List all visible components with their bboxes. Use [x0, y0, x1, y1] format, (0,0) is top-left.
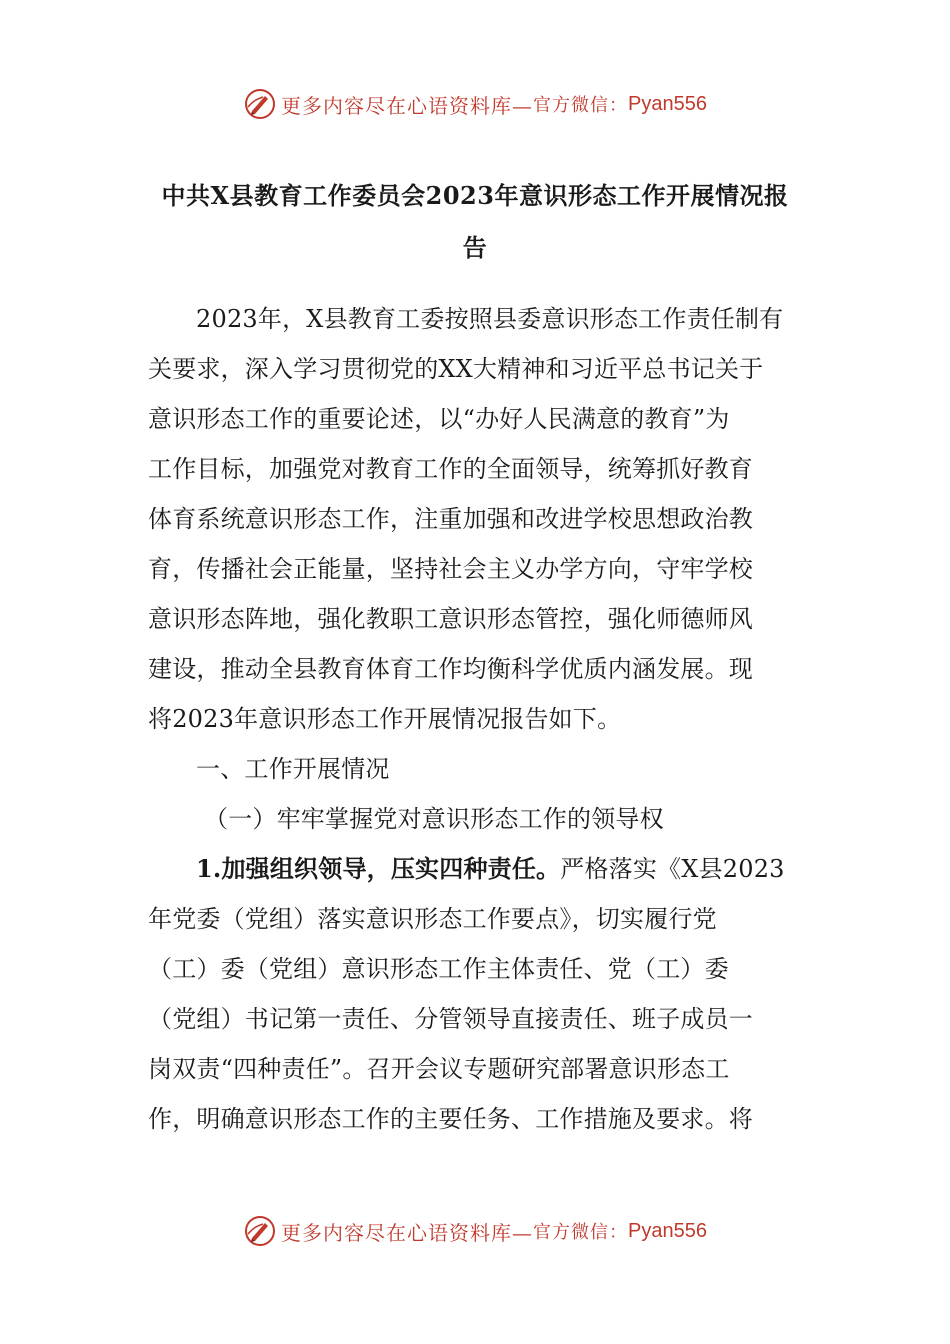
paragraph-line: 意识形态阵地，强化教职工意识形态管控，强化师德师风: [148, 605, 753, 633]
subsection-heading: （一）牢牢掌握党对意识形态工作的领导权: [204, 805, 664, 833]
watermark-wechat-id: Pyan556: [628, 1219, 707, 1242]
header-watermark: [0, 84, 950, 124]
paragraph-line: 年党委（党组）落实意识形态工作要点》，切实履行党: [148, 905, 717, 933]
section-heading: 一、工作开展情况: [196, 755, 390, 783]
paragraph-line: 意识形态工作的重要论述，以“办好人民满意的教育”为: [148, 405, 730, 433]
watermark-wechat-label: 官方微信：: [533, 95, 629, 116]
paragraph-line: 建设，推动全县教育体育工作均衡科学优质内涵发展。现: [148, 655, 753, 683]
watermark-wechat-label: 官方微信：: [533, 1222, 629, 1243]
document-title: [148, 170, 802, 274]
paragraph-line: 作，明确意识形态工作的主要任务、工作措施及要求。将: [148, 1105, 753, 1133]
item-1-heading: 1.加强组织领导，压实四种责任。: [196, 854, 561, 883]
paragraph-line: 2023年，X县教育工委按照县委意识形态工作责任制有: [196, 305, 784, 333]
pen-circle-logo-icon: [243, 1214, 277, 1248]
paragraph-line: （党组）书记第一责任、分管领导直接责任、班子成员一: [148, 1005, 753, 1033]
title-line-2: 告: [462, 233, 488, 262]
paragraph-line: 体育系统意识形态工作，注重加强和改进学校思想政治教: [148, 505, 753, 533]
item-1-first-line: [148, 844, 806, 894]
paragraph-line: 工作目标，加强党对教育工作的全面领导，统筹抓好教育: [148, 455, 753, 483]
document-body: [148, 294, 806, 1144]
item-1-text: 严格落实《X县2023: [560, 855, 785, 883]
paragraph-line: （工）委（党组）意识形态工作主体责任、党（工）委: [148, 955, 729, 983]
watermark-brand: 更多内容尽在心语资料库—: [281, 1220, 534, 1245]
paragraph-line: 育，传播社会正能量，坚持社会主义办学方向，守牢学校: [148, 555, 753, 583]
title-line-1: 中共X县教育工作委员会2023年意识形态工作开展情况报: [161, 181, 789, 210]
watermark-brand: 更多内容尽在心语资料库—: [281, 93, 534, 118]
footer-watermark: [0, 1211, 950, 1251]
paragraph-line: 将2023年意识形态工作开展情况报告如下。: [148, 705, 622, 733]
watermark-wechat-id: Pyan556: [628, 92, 707, 115]
paragraph-line: 岗双责“四种责任”。召开会议专题研究部署意识形态工: [148, 1055, 730, 1083]
paragraph-line: 关要求，深入学习贯彻党的XX大精神和习近平总书记关于: [148, 355, 764, 383]
pen-circle-logo-icon: [243, 87, 277, 121]
